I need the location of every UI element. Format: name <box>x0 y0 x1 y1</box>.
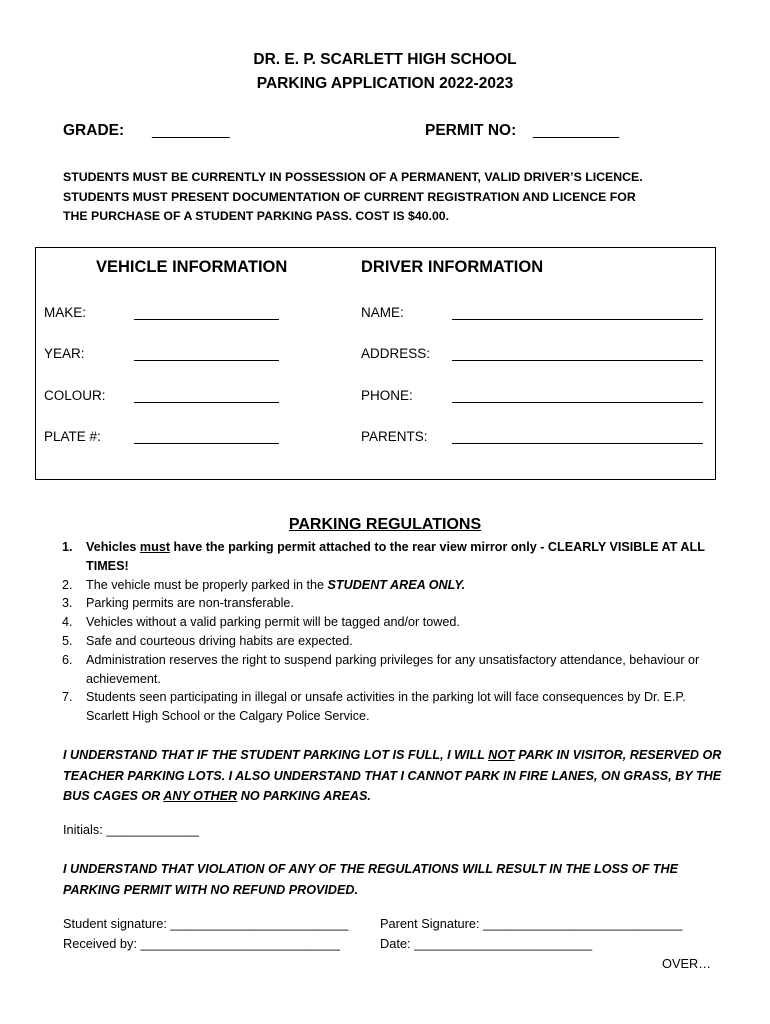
regulation-emphasis: STUDENT AREA ONLY. <box>327 577 466 592</box>
make-label: MAKE: <box>44 305 87 320</box>
year-label: YEAR: <box>44 346 85 361</box>
parent-signature-field[interactable]: Parent Signature: ____________________________ <box>380 916 683 931</box>
initials-line <box>63 822 199 837</box>
regulation-text: The vehicle must be properly parked in the <box>86 577 328 592</box>
regulation-item <box>62 651 722 689</box>
regulation-text: Vehicles <box>86 540 140 554</box>
parents-label: PARENTS: <box>361 429 428 444</box>
parents-field[interactable] <box>452 443 703 444</box>
regulation-item <box>62 594 722 613</box>
regulation-number: 5. <box>62 633 73 648</box>
statement-text: NO PARKING AREAS. <box>237 789 371 803</box>
address-field[interactable] <box>452 360 703 361</box>
plate-label: PLATE #: <box>44 429 101 444</box>
grade-field[interactable]: _________ <box>152 122 230 139</box>
colour-field[interactable] <box>134 402 279 403</box>
notice-block <box>63 168 723 227</box>
statement-text: I UNDERSTAND THAT IF THE STUDENT PARKING LOT IS FULL, I WILL <box>63 748 489 762</box>
regulation-emphasis: must <box>139 540 171 554</box>
regulation-text: Safe and courteous driving habits are expected. <box>86 633 353 648</box>
statement-emphasis: ANY OTHER <box>163 789 238 803</box>
regulation-item <box>62 613 722 632</box>
regulation-text: Parking permits are non-transferable. <box>86 596 294 611</box>
regulation-text: Students seen participating in illegal or unsafe activities in the parking lot will face consequences by Dr. E.P. Scarlett High School or the Calgary Police Service. <box>86 690 686 724</box>
regulation-number: 6. <box>62 652 73 667</box>
make-field[interactable] <box>134 319 279 320</box>
name-label: NAME: <box>361 305 404 320</box>
phone-field[interactable] <box>452 402 703 403</box>
regulation-number: 3. <box>62 596 73 611</box>
plate-field[interactable] <box>134 443 279 444</box>
regulation-number: 2. <box>62 577 73 592</box>
school-name: DR. E. P. SCARLETT HIGH SCHOOL <box>253 51 517 68</box>
regulation-number: 1. <box>62 540 73 554</box>
year-field[interactable] <box>134 360 279 361</box>
regulation-number: 4. <box>62 615 73 630</box>
initials-label: Initials: <box>63 822 103 837</box>
statement-text: PARK IN VISITOR, RESERVED OR TEACHER PARKING LOTS. I ALSO UNDERSTAND THAT I CANNOT PARK IN FIRE LANES, ON GRASS, BY THE BUS CAGES OR <box>63 748 722 803</box>
notice-line: THE PURCHASE OF A STUDENT PARKING PASS. COST IS $40.00. <box>63 209 450 223</box>
name-field[interactable] <box>452 319 703 320</box>
regulation-text: have the parking permit attached to the rear view mirror only - CLEARLY VISIBLE AT ALL TIMES! <box>86 540 705 573</box>
form-title: PARKING APPLICATION 2022-2023 <box>256 75 514 92</box>
regulation-item <box>62 576 722 595</box>
info-box <box>35 247 716 480</box>
regulations-list <box>62 538 722 726</box>
regulation-item <box>62 688 722 726</box>
understand-statement-1 <box>63 745 723 807</box>
notice-line: STUDENTS MUST PRESENT DOCUMENTATION OF CURRENT REGISTRATION AND LICENCE FOR <box>63 189 636 204</box>
initials-field[interactable]: _____________ <box>106 822 199 837</box>
permit-field[interactable]: __________ <box>533 122 620 139</box>
regulation-item <box>62 632 722 651</box>
driver-heading: DRIVER INFORMATION <box>361 258 544 276</box>
vehicle-heading: VEHICLE INFORMATION <box>96 258 288 276</box>
date-field[interactable]: Date: _________________________ <box>380 936 593 951</box>
over-note: OVER… <box>662 956 712 971</box>
address-label: ADDRESS: <box>361 346 431 361</box>
regulation-number: 7. <box>62 690 73 705</box>
permit-label: PERMIT NO: <box>425 122 517 139</box>
received-by-field[interactable]: Received by: ____________________________ <box>63 936 340 951</box>
colour-label: COLOUR: <box>44 388 106 403</box>
regulations-title: PARKING REGULATIONS <box>288 516 482 533</box>
statement-emphasis: NOT <box>488 748 515 762</box>
grade-label: GRADE: <box>63 122 125 139</box>
phone-label: PHONE: <box>361 388 413 403</box>
notice-line: STUDENTS MUST BE CURRENTLY IN POSSESSION OF A PERMANENT, VALID DRIVER’S LICENCE. <box>63 170 643 184</box>
understand-statement-2: I UNDERSTAND THAT VIOLATION OF ANY OF THE REGULATIONS WILL RESULT IN THE LOSS OF THE PARKING PERMIT WITH NO REFUND PROVIDED. <box>63 862 678 897</box>
regulation-text: Vehicles without a valid parking permit will be tagged and/or towed. <box>86 615 460 630</box>
regulation-text: Administration reserves the right to suspend parking privileges for any unsatisfactory attendance, behaviour or achievement. <box>86 652 700 686</box>
student-signature-field[interactable]: Student signature: _________________________ <box>63 916 349 931</box>
regulation-item <box>62 538 722 576</box>
